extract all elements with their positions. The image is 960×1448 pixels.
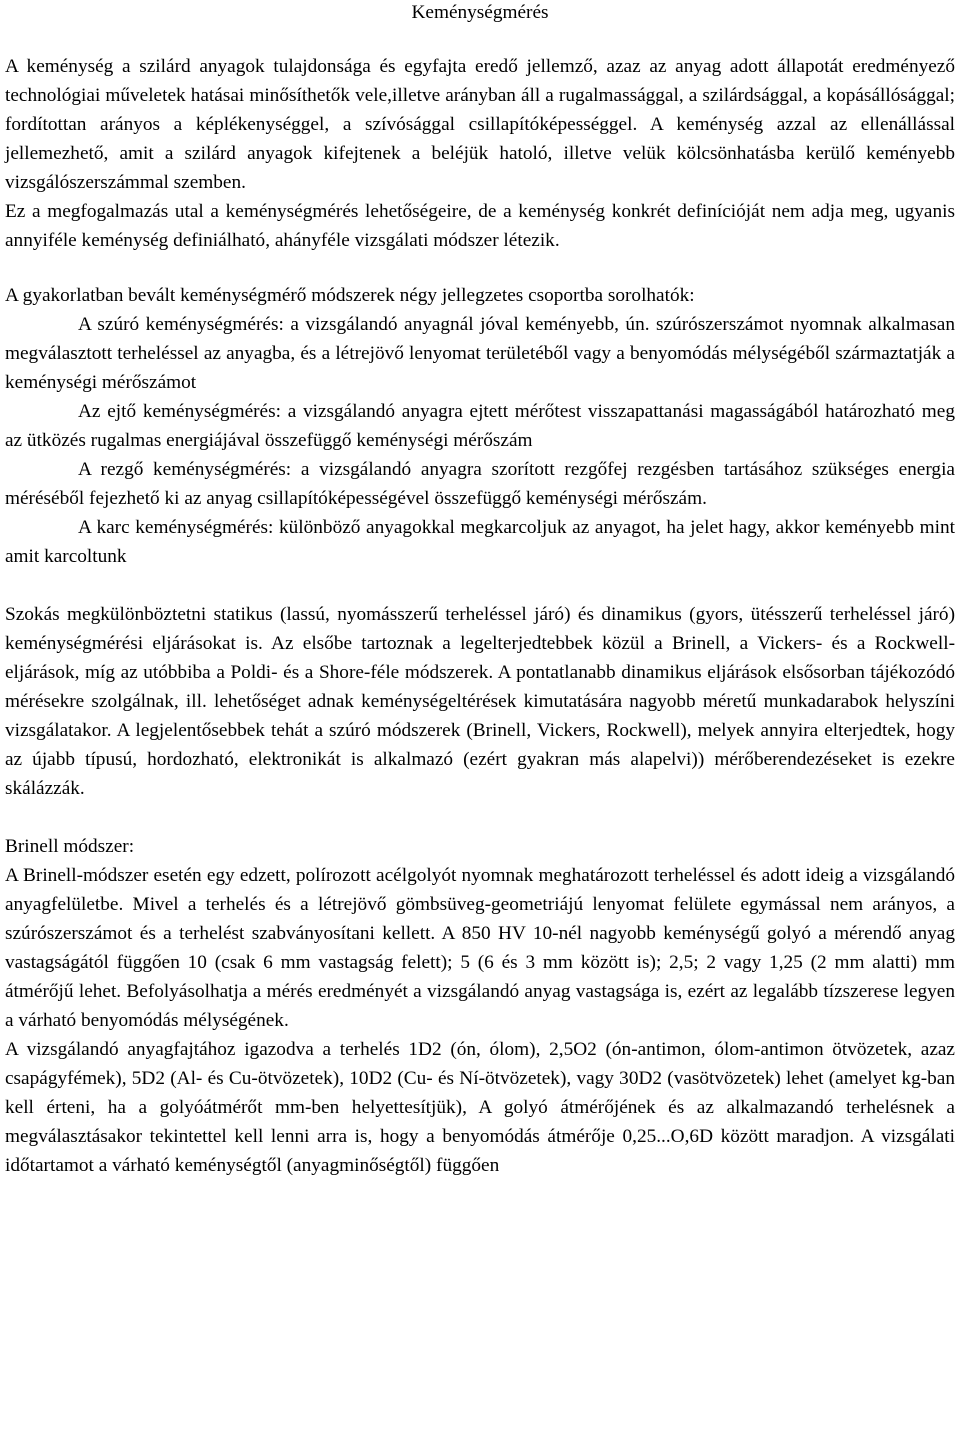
method-item-vibration: A rezgő keménységmérés: a vizsgálandó anyagra szorított rezgőfej rezgésben tartásához szükséges energia méréséből fejezhető ki az anyag csillapítóképességével összefüggő keménységi mérőszám.: [5, 459, 955, 509]
brinell-heading: Brinell módszer:: [5, 836, 135, 857]
static-dynamic-paragraph: Szokás megkülönböztetni statikus (lassú, nyomásszerű terheléssel járó) és dinamikus (gyors, ütésszerű terheléssel járó) keménységmérési eljárásokat is. Az elsőbe tartoznak a legelterjedtebbek közül a Brinell, a Vickers- és a Rockwell-eljárások, míg az utóbbiba a Poldi- és a Shore-féle módszerek. A pontatlanabb dinamikus eljárások elsősorban tájékozódó mérésekre szolgálnak, ill. lehetőséget adnak keménységeltérések kimutatására nagyobb méretű munkadarabok helyszíni vizsgálatakor. A legjelentősebbek tehát a szúró módszerek (Brinell, Vickers, Rockwell), melyek annyira elterjedtek, hogy az újabb típusú, hordozható, elektronikát is alkalmazó (ezért gyakran más alapelvi)) mérőberendezéseket is ezekre skálázzák.: [5, 604, 955, 799]
intro-paragraph-2: Ez a megfogalmazás utal a keménységmérés lehetőségeire, de a keménység konkrét definícióját nem adja meg, ugyanis annyiféle keménység definiálható, ahányféle vizsgálati módszer létezik.: [5, 201, 955, 251]
intro-paragraph-1: A keménység a szilárd anyagok tulajdonsága és egyfajta eredő jellemző, azaz az anyag adott állapotát eredményező technológiai műveletek hatásai minősíthetők vele,illetve arányban áll a rugalmassággal, a szilárdsággal, a kopásállósággal; fordítottan arányos a képlékenységgel, a szívósággal csillapítóképességgel. A keménység azzal az ellenállással jellemezhető, amit a szilárd anyagok kifejtenek a beléjük hatoló, illetve velük kölcsönhatásba kerülő keményebb vizsgálószerszámmal szemben.: [5, 56, 955, 193]
document-title: Keménységmérés: [411, 2, 549, 23]
methods-intro: A gyakorlatban bevált keménységmérő módszerek négy jellegzetes csoportba sorolhatók:: [5, 285, 695, 306]
brinell-paragraph-2: A vizsgálandó anyagfajtához igazodva a terhelés 1D2 (ón, ólom), 2,5O2 (ón-antimon, ólom-antimon ötvözetek, azaz csapágyfémek), 5D2 (Al- és Cu-ötvözetek), 10D2 (Cu- és Ní-ötvözetek), vagy 30D2 (vasötvözetek) lehet (amelyet kg-ban kell érteni, ha a golyóátmérőt mm-ben helyettesítjük), A golyó átmérőjének és az alkalmazandó terhelésnek a megválasztásakor tekintettel kell lenni arra is, hogy a benyomódás átmérője 0,25...O,6D között maradjon. A vizsgálati időtartamot a várható keménységtől (anyagminőségtől) függően: [5, 1039, 955, 1176]
brinell-paragraph-1: A Brinell-módszer esetén egy edzett, polírozott acélgolyót nyomnak meghatározott terheléssel és adott ideig a vizsgálandó anyagfelületbe. Mivel a terhelés és a létrejövő gömbsüveg-geometriájú lenyomat felülete egymással nem arányos, a szúrószerszámot és a terhelést szabványosítani kellett. A 850 HV 10-nél nagyobb keménységű golyó a mérendő anyag vastagságától függően 10 (csak 6 mm vastagság felett); 5 (6 és 3 mm között is); 2,5; 2 vagy 1,25 (2 mm alatti) mm átmérőjű lehet. Befolyásolhatja a mérés eredményét a vizsgálandó anyag vastagsága is, ezért az legalább tízszerese legyen a várható benyomódás mélységének.: [5, 865, 955, 1031]
method-item-piercing: A szúró keménységmérés: a vizsgálandó anyagnál jóval keményebb, ún. szúrószerszámot nyomnak alkalmasan megválasztott terheléssel az anyagba, és a létrejövő lenyomat területéből vagy a benyomódás mélységéből származtatják a keménységi mérőszámot: [5, 314, 955, 393]
method-item-scratch: A karc keménységmérés: különböző anyagokkal megkarcoljuk az anyagot, ha jelet hagy, akkor keményebb mint amit karcoltunk: [5, 517, 955, 567]
method-item-drop: Az ejtő keménységmérés: a vizsgálandó anyagra ejtett mérőtest visszapattanási magasságából határozható meg az ütközés rugalmas energiájával összefüggő keménységi mérőszám: [5, 401, 955, 451]
